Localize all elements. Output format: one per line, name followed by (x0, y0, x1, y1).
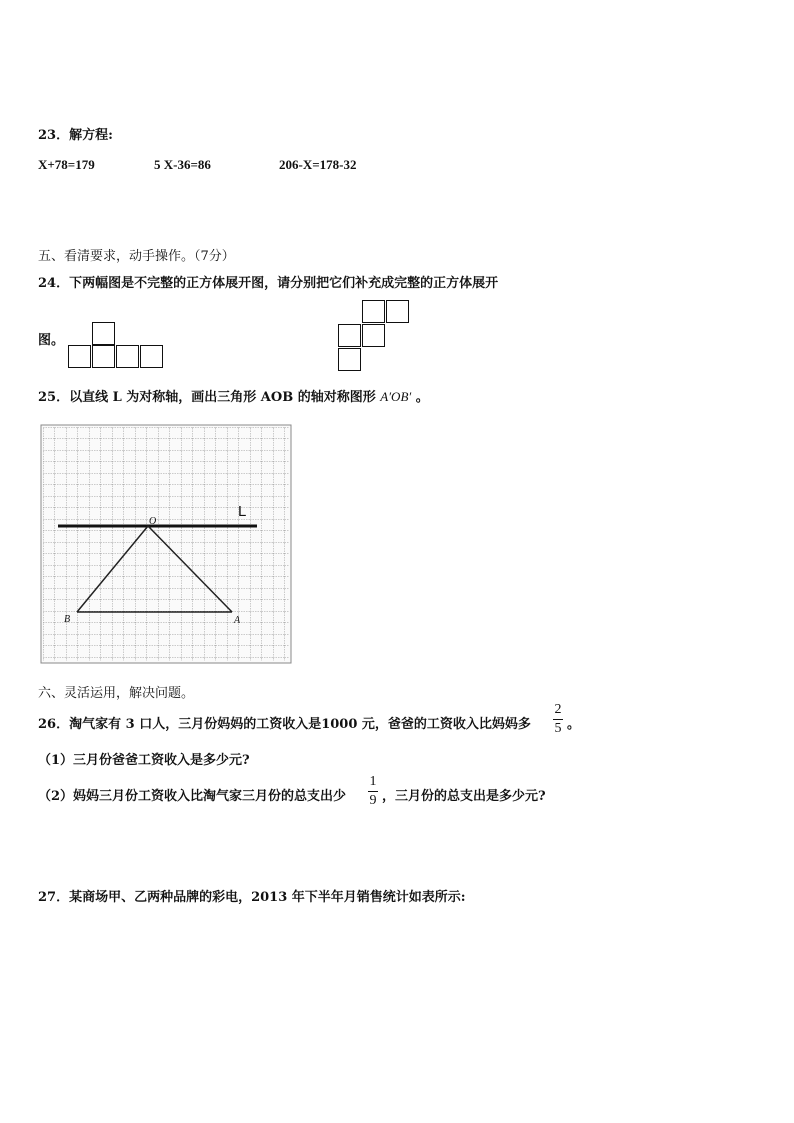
net1-square (92, 345, 115, 368)
q25-text-end: 。 (415, 390, 429, 405)
section6-title: 六、灵活运用，解决问题。 (38, 686, 195, 701)
q26-sub2-part-a: （2）妈妈三月份工资收入比淘气家三月份的总支出少 (38, 789, 347, 804)
label-a: A (234, 615, 241, 626)
q27-text: 27．某商场甲、乙两种品牌的彩电，2013 年下半年月销售统计如表所示: (38, 890, 466, 905)
q26-text: 26．淘气家有 3 口人，三月份妈妈的工资收入是1000 元，爸爸的工资收入比妈妈多 (38, 717, 531, 732)
q26-text-end: 。 (567, 717, 581, 732)
fraction-bar (368, 791, 378, 792)
q23-equation-3: 206-X=178-32 (279, 157, 357, 172)
q26-fraction-two-fifths (553, 702, 563, 737)
net2-square (386, 300, 409, 323)
net1-square (140, 345, 163, 368)
q23-title: 23．解方程: (38, 128, 113, 143)
label-b: B (64, 614, 71, 625)
q25-figure-name: A′OB′ (380, 389, 412, 404)
fraction-denominator: 5 (554, 721, 562, 736)
q25-text-main: 25．以直线 L 为对称轴，画出三角形 AOB 的轴对称图形 (38, 390, 376, 405)
q26-sub1: （1）三月份爸爸工资收入是多少元? (38, 753, 250, 768)
net2-square (362, 324, 385, 347)
fraction-numerator: 1 (369, 774, 377, 789)
fraction-numerator: 2 (554, 702, 562, 717)
q23-equation-2: 5 X-36=86 (154, 157, 211, 172)
fraction-denominator: 9 (369, 793, 377, 808)
net2-square (338, 348, 361, 371)
label-l: L (238, 503, 247, 520)
q25-text (38, 386, 429, 405)
net1-square (68, 345, 91, 368)
net1-square (116, 345, 139, 368)
fraction-bar (553, 719, 563, 720)
symmetry-grid-figure (40, 424, 292, 664)
net2-square (338, 324, 361, 347)
label-o: O (149, 516, 157, 527)
q26-sub2-part-b: ，三月份的总支出是多少元? (382, 789, 546, 804)
q26-fraction-one-ninth (368, 774, 378, 809)
net1-square (92, 322, 115, 345)
net2-square (362, 300, 385, 323)
q24-text-line2: 图。 (38, 333, 65, 348)
q24-text-line1: 24．下两幅图是不完整的正方体展开图，请分别把它们补充成完整的正方体展开 (38, 276, 499, 291)
q23-equation-1: X+78=179 (38, 157, 95, 172)
section5-title: 五、看清要求，动手操作。（7分） (38, 249, 235, 264)
